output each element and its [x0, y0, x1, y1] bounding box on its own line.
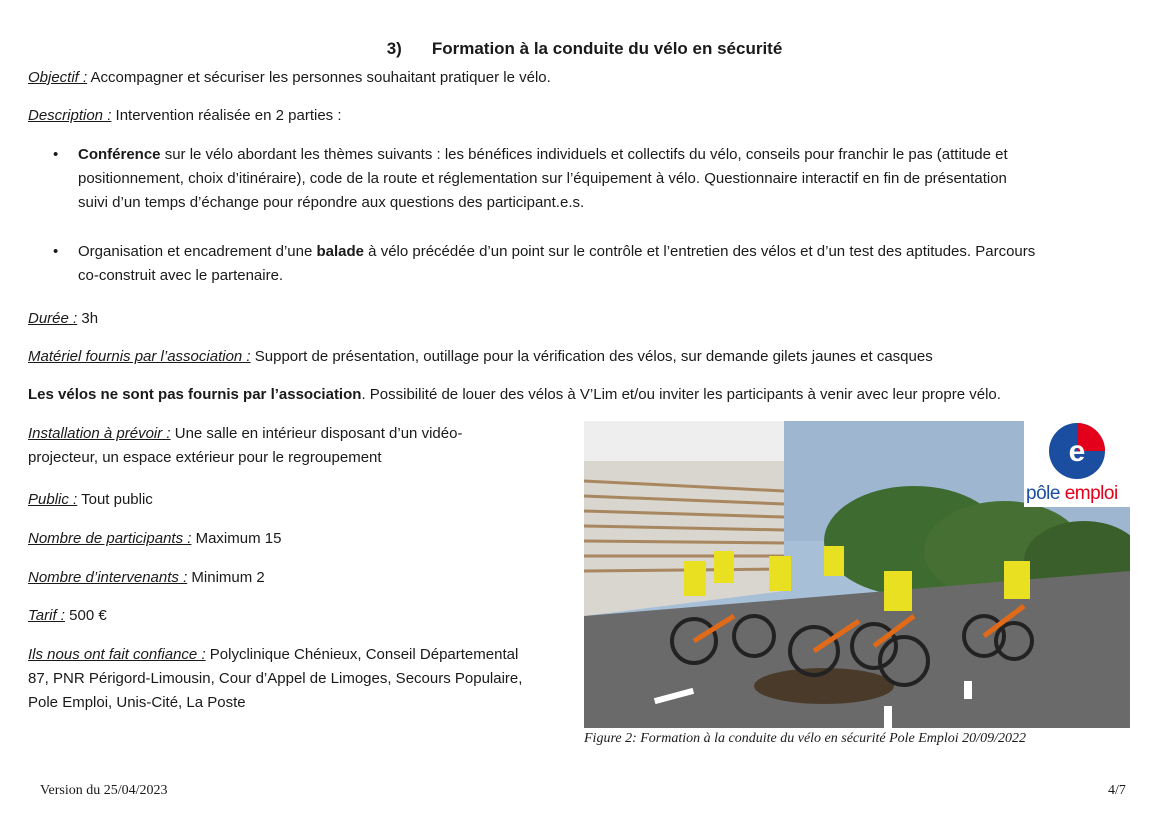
duree-text: 3h — [77, 310, 99, 327]
intervenants-text: Minimum 2 — [187, 569, 265, 586]
installation-text: Une salle en intérieur disposant d’un vidéo- — [170, 425, 463, 442]
public-text: Tout public — [77, 491, 153, 508]
objectif-paragraph — [28, 66, 551, 90]
public-label: Public : — [28, 491, 78, 508]
participants-text: Maximum 15 — [191, 530, 282, 547]
participants-label: Nombre de participants : — [28, 530, 192, 547]
duree-label: Durée : — [28, 310, 78, 327]
footer-page-number: 4/7 — [1108, 783, 1126, 798]
confiance-label: Ils nous ont fait confiance : — [28, 646, 206, 663]
bullet-icon: • — [53, 146, 59, 163]
installation-paragraph — [28, 422, 462, 470]
installation-text: projecteur, un espace extérieur pour le regroupement — [28, 449, 382, 466]
footer-version: Version du 25/04/2023 — [40, 783, 168, 798]
logo-wordmark — [1026, 483, 1118, 505]
confiance-text: Pole Emploi, Unis-Cité, La Poste — [28, 694, 246, 711]
participants-paragraph — [28, 527, 281, 551]
description-label: Description : — [28, 107, 112, 124]
section-number: 3) — [386, 39, 402, 58]
tarif-paragraph — [28, 604, 107, 628]
section-title — [0, 39, 1169, 59]
bullet-line: suivi d’un temps d’échange pour répondre aux questions des participant.e.s. — [78, 194, 585, 211]
confiance-text: 87, PNR Périgord-Limousin, Cour d’Appel de Limoges, Secours Populaire, — [28, 670, 523, 687]
materiel-label: Matériel fournis par l’association : — [28, 348, 251, 365]
logo-word: pôle — [1026, 483, 1060, 504]
tarif-text: 500 € — [64, 607, 107, 624]
duree-paragraph — [28, 307, 98, 331]
bullet-line: co-construit avec le partenaire. — [78, 267, 284, 284]
bullet-text: à vélo précédée d’un point sur le contrôle et l’entretien des vélos et d’un test des aptitudes. Parcours — [364, 243, 1036, 260]
logo-word: emploi — [1064, 483, 1118, 504]
bullet-line — [78, 143, 1008, 167]
figure-caption: Figure 2: Formation à la conduite du vélo en sécurité Pole Emploi 20/09/2022 — [584, 731, 1026, 746]
intervenants-label: Nombre d’intervenants : — [28, 569, 188, 586]
list-item — [53, 143, 1008, 215]
bullet-bold: Conférence — [78, 146, 161, 163]
velos-paragraph — [28, 383, 1001, 407]
materiel-text: Support de présentation, outillage pour la vérification des vélos, sur demande gilets jaunes et casques — [250, 348, 933, 365]
list-item — [53, 240, 1036, 288]
public-paragraph — [28, 488, 153, 512]
objectif-label: Objectif : — [28, 69, 88, 86]
description-text: Intervention réalisée en 2 parties : — [111, 107, 342, 124]
bullet-text: sur le vélo abordant les thèmes suivants : les bénéfices individuels et collectifs du vélo, conseils pour franchir le pas (attitude et — [160, 146, 1008, 163]
objectif-text: Accompagner et sécuriser les personnes souhaitant pratiquer le vélo. — [87, 69, 551, 86]
bullet-icon: • — [53, 243, 59, 260]
confiance-paragraph — [28, 643, 522, 715]
bullet-bold: balade — [316, 243, 365, 260]
velos-text: . Possibilité de louer des vélos à V’Lim et/ou inviter les participants à venir avec leur propre vélo. — [361, 386, 1001, 403]
group-photo — [584, 421, 1130, 728]
description-paragraph — [28, 104, 342, 128]
bullet-line: positionnement, choix d’itinéraire), code de la route et réglementation sur l’équipement à vélo. Questionnaire interactif en fin de présentation — [78, 170, 1007, 187]
intervenants-paragraph — [28, 566, 265, 590]
confiance-text: Polyclinique Chénieux, Conseil Départemental — [205, 646, 519, 663]
materiel-paragraph — [28, 345, 933, 369]
tarif-label: Tarif : — [28, 607, 65, 624]
logo-letter: e — [1068, 435, 1086, 468]
bullet-line — [78, 240, 1035, 264]
velos-bold: Les vélos ne sont pas fournis par l’association — [28, 386, 362, 403]
bullet-text: Organisation et encadrement d’une — [78, 243, 317, 260]
section-title-text: Formation à la conduite du vélo en sécurité — [431, 39, 783, 58]
installation-label: Installation à prévoir : — [28, 425, 171, 442]
pole-emploi-logo — [1024, 421, 1130, 507]
